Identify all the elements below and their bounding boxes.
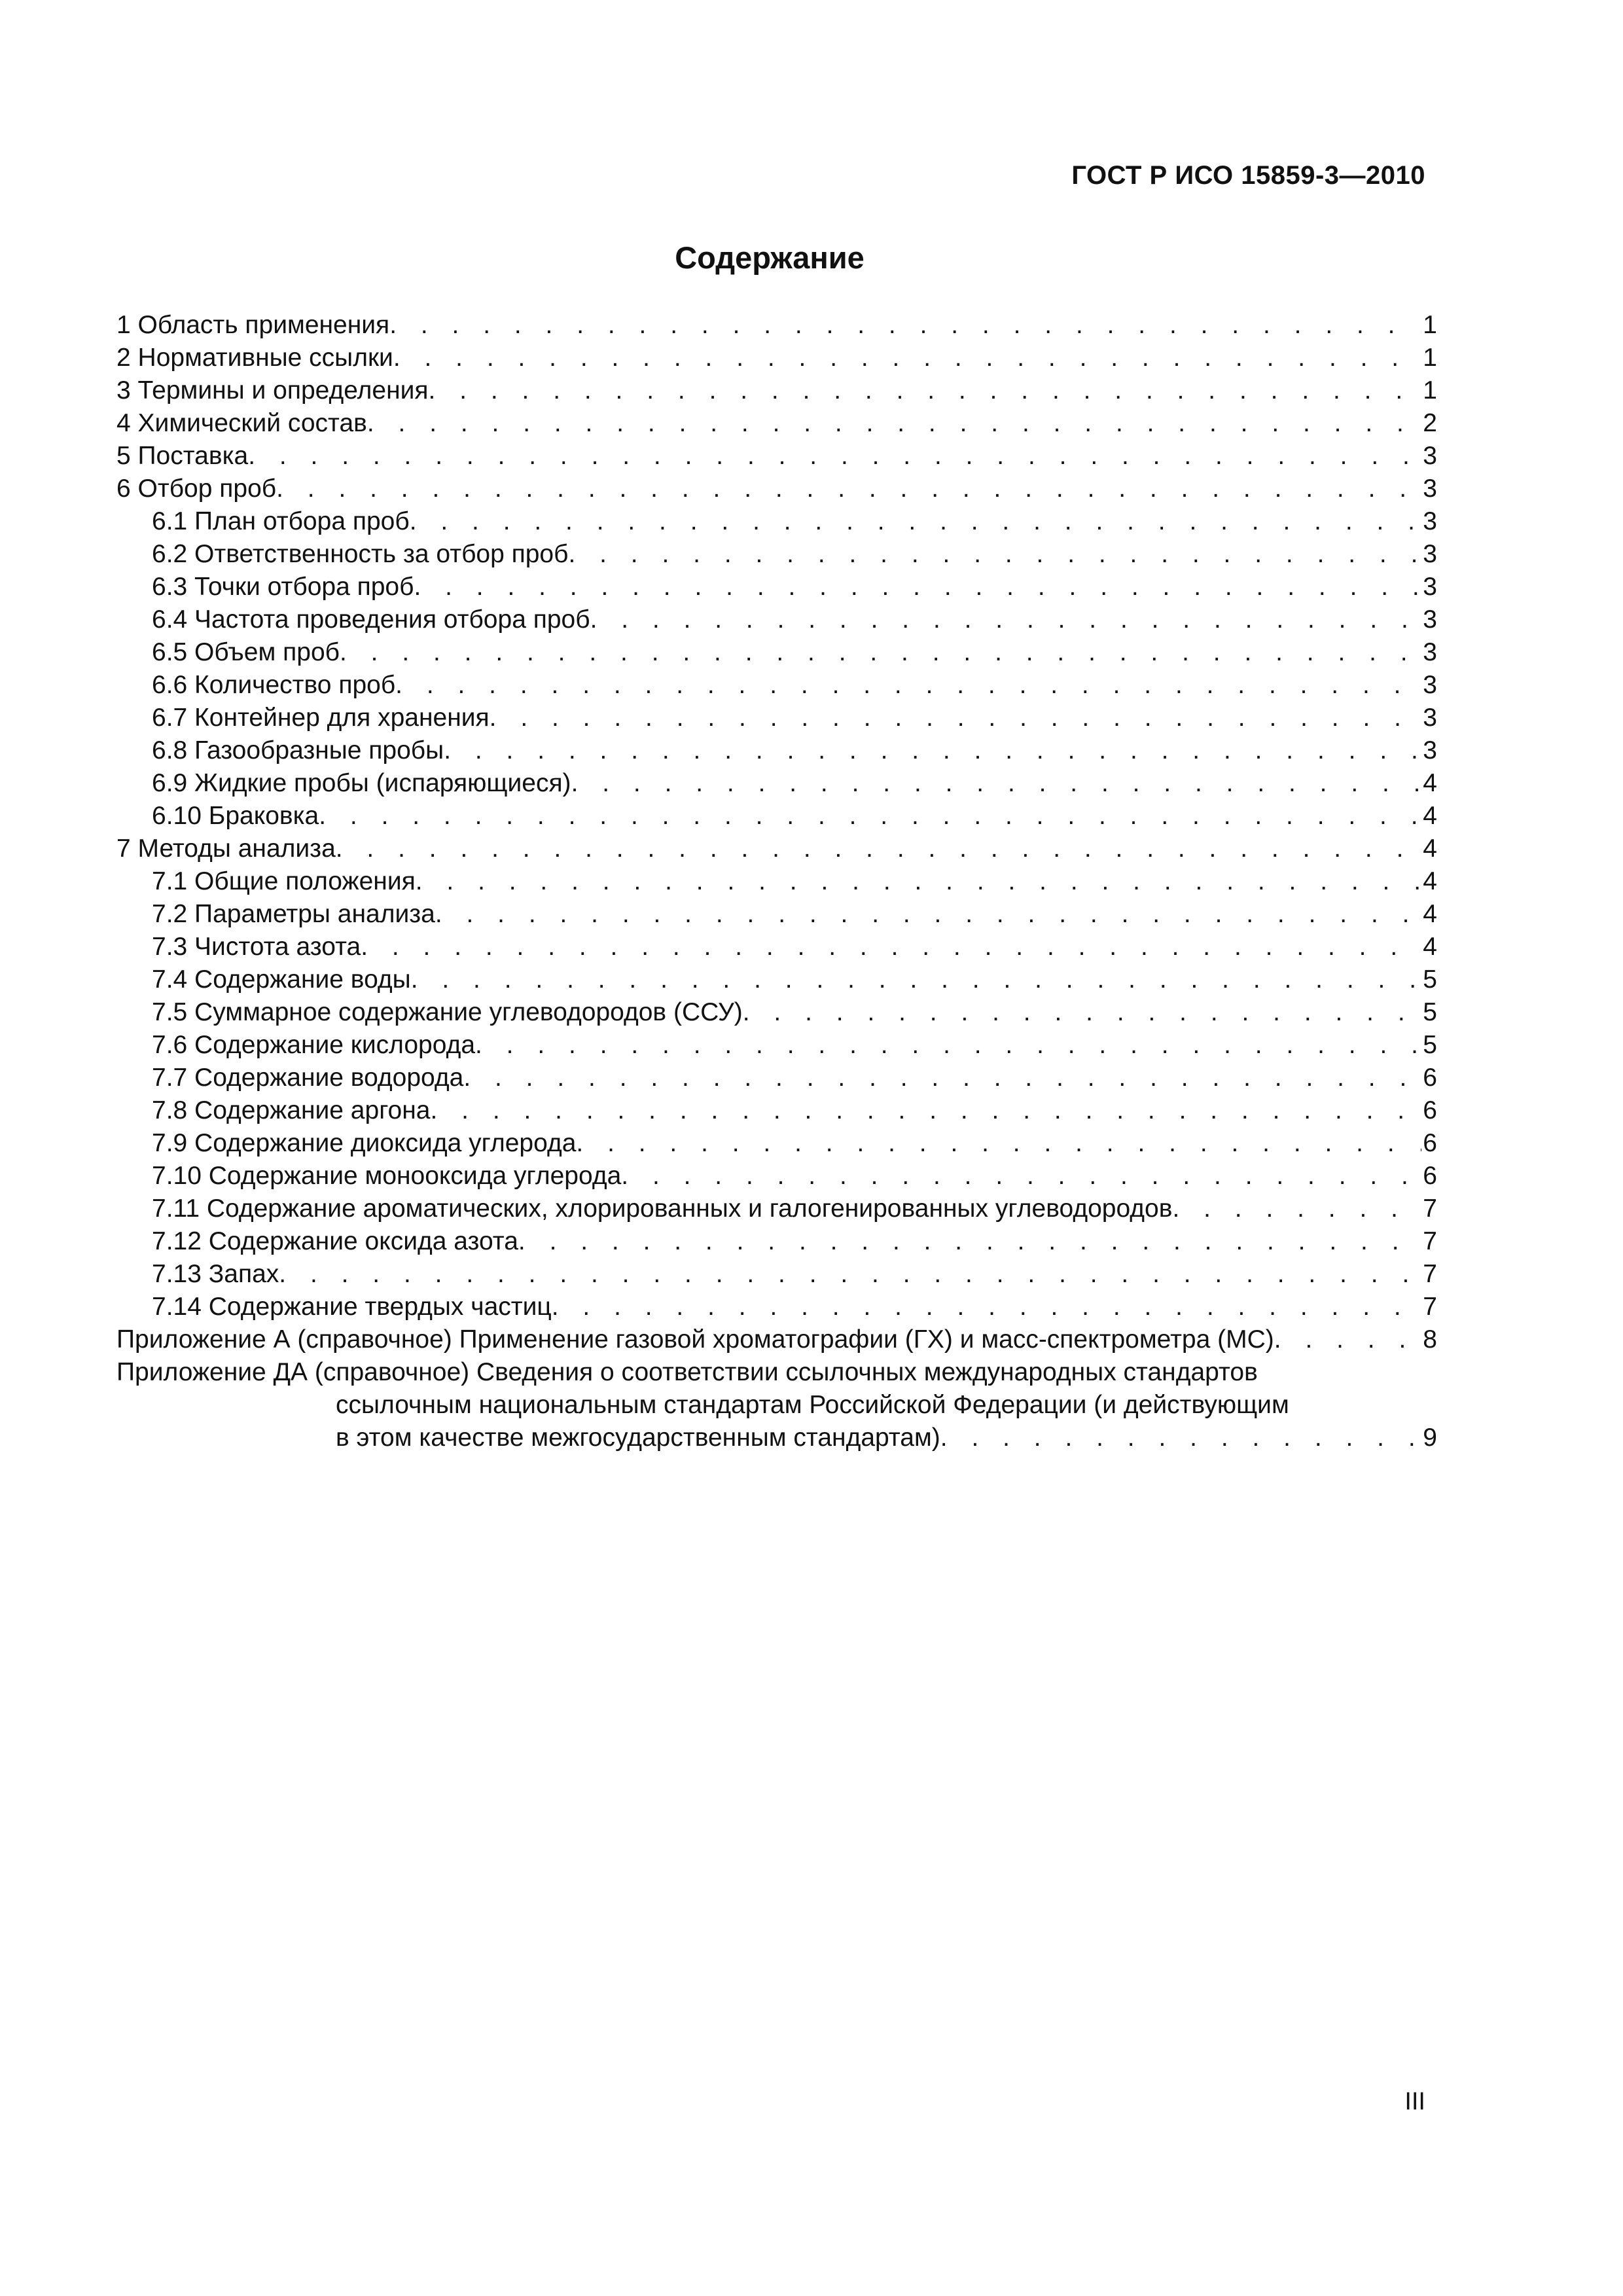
toc-entry-label: 7.5 Суммарное содержание углеводородов (ССУ) — [152, 998, 743, 1026]
toc-entry-label: 7.4 Содержание воды — [152, 965, 411, 994]
dot-leader — [414, 571, 1421, 603]
toc-page-number: 4 — [1423, 900, 1437, 928]
toc-entry-label: в этом качестве межгосударственным стандартам) — [336, 1424, 940, 1452]
toc-page-number: 7 — [1423, 1194, 1437, 1223]
toc-entry[interactable] — [116, 636, 1437, 669]
toc-entry-label: Приложение ДА (справочное) Сведения о соответствии ссылочных международных стандартов — [116, 1358, 1258, 1386]
toc-entry[interactable] — [116, 963, 1437, 996]
dot-leader — [361, 931, 1421, 963]
toc-entry-label: 7.3 Чистота азота — [152, 933, 361, 961]
dot-leader — [590, 603, 1421, 636]
toc-entry[interactable] — [116, 374, 1437, 407]
toc-page-number: 5 — [1423, 998, 1437, 1026]
toc-entry[interactable] — [116, 538, 1437, 571]
dot-leader — [518, 1225, 1421, 1258]
dot-leader — [435, 898, 1421, 931]
dot-leader — [463, 1062, 1421, 1094]
toc-entry-label: 6.9 Жидкие пробы (испаряющиеся) — [152, 769, 571, 797]
toc-entry[interactable] — [116, 440, 1437, 473]
toc-entry-label: 7.14 Содержание твердых частиц — [152, 1293, 552, 1321]
toc-entry-label: 6.10 Браковка — [152, 802, 319, 830]
dot-leader — [444, 734, 1421, 767]
toc-entry[interactable] — [116, 1127, 1437, 1160]
toc-page-number: 5 — [1423, 965, 1437, 994]
toc-page-number: 9 — [1423, 1424, 1437, 1452]
dot-leader — [576, 1127, 1421, 1160]
toc-entry[interactable] — [116, 1160, 1437, 1193]
dot-leader — [279, 1258, 1421, 1291]
toc-page-number: 7 — [1423, 1293, 1437, 1321]
dot-leader — [336, 833, 1421, 865]
toc-entry[interactable] — [116, 669, 1437, 702]
toc-entry-label: 1 Область применения — [116, 311, 390, 339]
toc-entry[interactable] — [116, 996, 1437, 1029]
page-title: Содержание — [675, 240, 865, 275]
dot-leader — [1172, 1193, 1421, 1225]
toc-entry[interactable] — [116, 342, 1437, 374]
dot-leader — [1274, 1323, 1421, 1356]
toc-entry-label: 6 Отбор проб — [116, 475, 277, 503]
toc-entry[interactable] — [116, 603, 1437, 636]
toc-page-number: 3 — [1423, 605, 1437, 634]
toc-entry[interactable] — [116, 1193, 1437, 1225]
toc-entry-label: Приложение А (справочное) Применение газовой хроматографии (ГХ) и масс-спектрометра (МС) — [116, 1325, 1274, 1354]
dot-leader — [410, 505, 1421, 538]
toc-entry-label: 6.6 Количество проб — [152, 671, 396, 699]
toc-page-number: 3 — [1423, 736, 1437, 764]
dot-leader — [430, 1094, 1421, 1127]
toc-entry[interactable] — [116, 767, 1437, 800]
toc-entry[interactable] — [116, 407, 1437, 440]
dot-leader — [429, 374, 1421, 407]
toc-entry-label: 7.13 Запах — [152, 1260, 279, 1288]
toc-entry-label: 7.8 Содержание аргона — [152, 1096, 431, 1124]
toc-page-number: 3 — [1423, 507, 1437, 535]
toc-entry[interactable] — [116, 1029, 1437, 1062]
toc-entry[interactable] — [116, 931, 1437, 963]
toc-page-number: 4 — [1423, 867, 1437, 895]
toc-entry-label: 7.9 Содержание диоксида углерода — [152, 1129, 577, 1157]
dot-leader — [319, 800, 1421, 833]
toc-entry-label: 2 Нормативные ссылки — [116, 344, 393, 372]
dot-leader — [389, 309, 1421, 342]
toc-entry[interactable] — [116, 1225, 1437, 1258]
toc-entry[interactable] — [116, 1323, 1437, 1356]
toc-page-number: 3 — [1423, 671, 1437, 699]
dot-leader — [395, 669, 1421, 702]
toc-entry-label: 6.5 Объем проб — [152, 638, 340, 666]
dot-leader — [621, 1160, 1421, 1193]
dot-leader — [743, 996, 1421, 1029]
toc-entry-label: 4 Химический состав — [116, 409, 367, 437]
toc-entry-label: 7 Методы анализа — [116, 834, 336, 863]
toc-page-number: 7 — [1423, 1227, 1437, 1255]
toc-entry[interactable] — [116, 1258, 1437, 1291]
dot-leader — [416, 865, 1421, 898]
toc-page-number: 7 — [1423, 1260, 1437, 1288]
dot-leader — [552, 1291, 1421, 1323]
toc-entry-label: ссылочным национальным стандартам Российской Федерации (и действующим — [336, 1391, 1289, 1419]
toc-entry[interactable] — [116, 473, 1437, 505]
toc-page-number: 6 — [1423, 1129, 1437, 1157]
toc-entry-label: 6.2 Ответственность за отбор проб — [152, 540, 569, 568]
toc-page-number: 6 — [1423, 1096, 1437, 1124]
toc-entry-label: 7.6 Содержание кислорода — [152, 1031, 476, 1059]
dot-leader — [393, 342, 1421, 374]
toc-entry-label: 7.7 Содержание водорода — [152, 1064, 464, 1092]
toc-entry[interactable] — [116, 898, 1437, 931]
toc-page-number: 8 — [1423, 1325, 1437, 1354]
toc-entry-label: 7.12 Содержание оксида азота — [152, 1227, 518, 1255]
toc-entry-label: 6.4 Частота проведения отбора проб — [152, 605, 590, 634]
toc-entry[interactable] — [116, 309, 1437, 342]
toc-entry-label: 6.1 План отбора проб — [152, 507, 410, 535]
dot-leader — [248, 440, 1421, 473]
dot-leader — [411, 963, 1421, 996]
dot-leader — [940, 1422, 1421, 1454]
toc-entry-label: 5 Поставка — [116, 442, 249, 470]
toc-entry[interactable] — [116, 833, 1437, 865]
toc-page-number: 3 — [1423, 638, 1437, 666]
toc-page-number: 6 — [1423, 1064, 1437, 1092]
toc-entry-label: 6.3 Точки отбора проб — [152, 573, 414, 601]
toc-entry-annex-da-line2[interactable] — [116, 1389, 1437, 1422]
toc-entry[interactable] — [116, 1291, 1437, 1323]
dot-leader — [490, 702, 1421, 734]
dot-leader — [367, 407, 1421, 440]
toc-entry-label: 7.2 Параметры анализа — [152, 900, 435, 928]
toc-entry-label: 7.10 Содержание монооксида углерода — [152, 1162, 622, 1190]
toc-page-number: 3 — [1423, 573, 1437, 601]
toc-entry[interactable] — [116, 800, 1437, 833]
dot-leader — [568, 538, 1421, 571]
toc-page-number: 6 — [1423, 1162, 1437, 1190]
toc-entry-annex-da-line1[interactable] — [116, 1356, 1437, 1389]
toc-entry-label: 6.8 Газообразные пробы — [152, 736, 444, 764]
dot-leader — [340, 636, 1421, 669]
toc-entry-label: 7.11 Содержание ароматических, хлорированных и галогенированных углеводородов — [152, 1194, 1173, 1223]
toc-entry[interactable] — [116, 1062, 1437, 1094]
toc-entry[interactable] — [116, 505, 1437, 538]
toc-entry[interactable] — [116, 734, 1437, 767]
toc-page-number: 3 — [1423, 704, 1437, 732]
toc-entry[interactable] — [116, 1094, 1437, 1127]
toc-page-number: 1 — [1423, 376, 1437, 404]
toc-page-number: 2 — [1423, 409, 1437, 437]
document-code: ГОСТ Р ИСО 15859-3—2010 — [1071, 161, 1425, 190]
toc-page-number: 3 — [1423, 442, 1437, 470]
toc-page-number: 1 — [1423, 344, 1437, 372]
toc-page-number: 4 — [1423, 834, 1437, 863]
table-of-contents — [116, 309, 1437, 1454]
toc-page-number: 4 — [1423, 802, 1437, 830]
dot-leader — [571, 767, 1421, 800]
toc-entries — [116, 309, 1437, 1356]
toc-page-number: 3 — [1423, 540, 1437, 568]
dot-leader — [475, 1029, 1421, 1062]
toc-page-number: 4 — [1423, 769, 1437, 797]
toc-entry-label: 3 Термины и определения — [116, 376, 429, 404]
toc-entry[interactable] — [116, 702, 1437, 734]
toc-page-number: 5 — [1423, 1031, 1437, 1059]
toc-entry-label: 6.7 Контейнер для хранения — [152, 704, 490, 732]
toc-entry-label: 7.1 Общие положения — [152, 867, 416, 895]
toc-page-number: 4 — [1423, 933, 1437, 961]
page-number: III — [1404, 2088, 1425, 2115]
toc-entry[interactable] — [116, 571, 1437, 603]
dot-leader — [276, 473, 1421, 505]
toc-page-number: 1 — [1423, 311, 1437, 339]
toc-entry-annex-da-line3[interactable] — [116, 1422, 1437, 1454]
toc-page-number: 3 — [1423, 475, 1437, 503]
toc-entry[interactable] — [116, 865, 1437, 898]
